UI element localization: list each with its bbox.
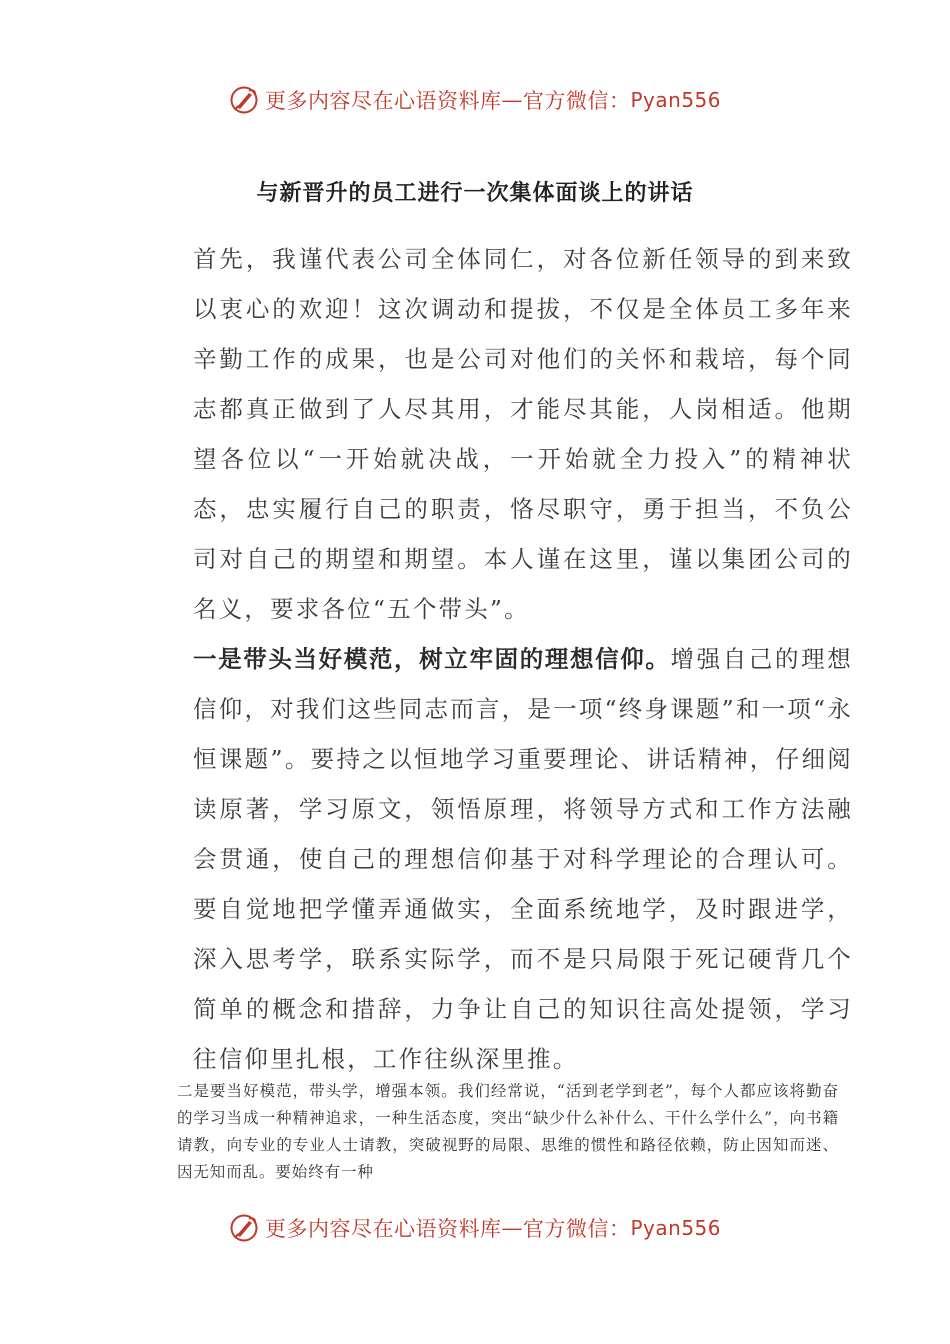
- paragraph-point-one-body: 增强自己的理想信仰，对我们这些同志而言，是一项“终身课题”和一项“永恒课题”。要持之以恒地学习重要理论、讲话精神，仔细阅读原著，学习原文，领悟原理，将领导方式和工作方法融会贯通，使自己的理想信仰基于对科学理论的合理认可。要自觉地把学懂弄通做实，全面系统地学，及时跟进学，深入思考学，联系实际学，而不是只局限于死记硬背几个简单的概念和措辞，力争让自己的知识往高处提领，学习往信仰里扎根，工作往纵深里推。: [193, 645, 853, 1073]
- paragraph-point-one: [146, 634, 853, 1084]
- watermark-wechat-id: Pyan556: [630, 88, 721, 112]
- watermark-footer: [0, 1208, 950, 1248]
- document-title: 与新晋升的员工进行一次集体面谈上的讲话: [256, 181, 694, 206]
- watermark-separator: —: [501, 1216, 523, 1240]
- paragraph-point-two: 二是要当好模范，带头学，增强本领。我们经常说，“活到老学到老”，每个人都应该将勤奋的学习当成一种精神追求，一种生活态度，突出“缺少什么补什么、干什么学什么”，向书籍请教，向专业的专业人士请教，突破视野的局限、思维的惯性和路径依赖，防止因知而迷、因无知而乱。要始终有一种: [177, 1082, 839, 1181]
- watermark-label: 官方微信：: [522, 89, 631, 113]
- watermark-separator: —: [501, 88, 523, 112]
- watermark-text: 更多内容尽在心语资料库: [264, 89, 502, 113]
- paragraph-intro: 首先，我谨代表公司全体同仁，对各位新任领导的到来致以衷心的欢迎！这次调动和提拔，不仅是全体员工多年来辛勤工作的成果，也是公司对他们的关怀和栽培，每个同志都真正做到了人尽其用，才能尽其能，人岗相适。他期望各位以“一开始就决战，一开始就全力投入”的精神状态，忠实履行自己的职责，恪尽职守，勇于担当，不负公司对自己的期望和期望。本人谨在这里，谨以集团公司的名义，要求各位“五个带头”。: [193, 245, 853, 623]
- quill-pen-logo-icon: [229, 85, 259, 115]
- watermark-label: 官方微信：: [522, 1217, 631, 1241]
- paragraph-point-one-lead: 一是带头当好模范，树立牢固的理想信仰。: [193, 645, 671, 673]
- watermark-header: [0, 80, 950, 120]
- watermark-wechat-id: Pyan556: [630, 1216, 721, 1240]
- watermark-text: 更多内容尽在心语资料库: [264, 1217, 502, 1241]
- quill-pen-logo-icon: [229, 1213, 259, 1243]
